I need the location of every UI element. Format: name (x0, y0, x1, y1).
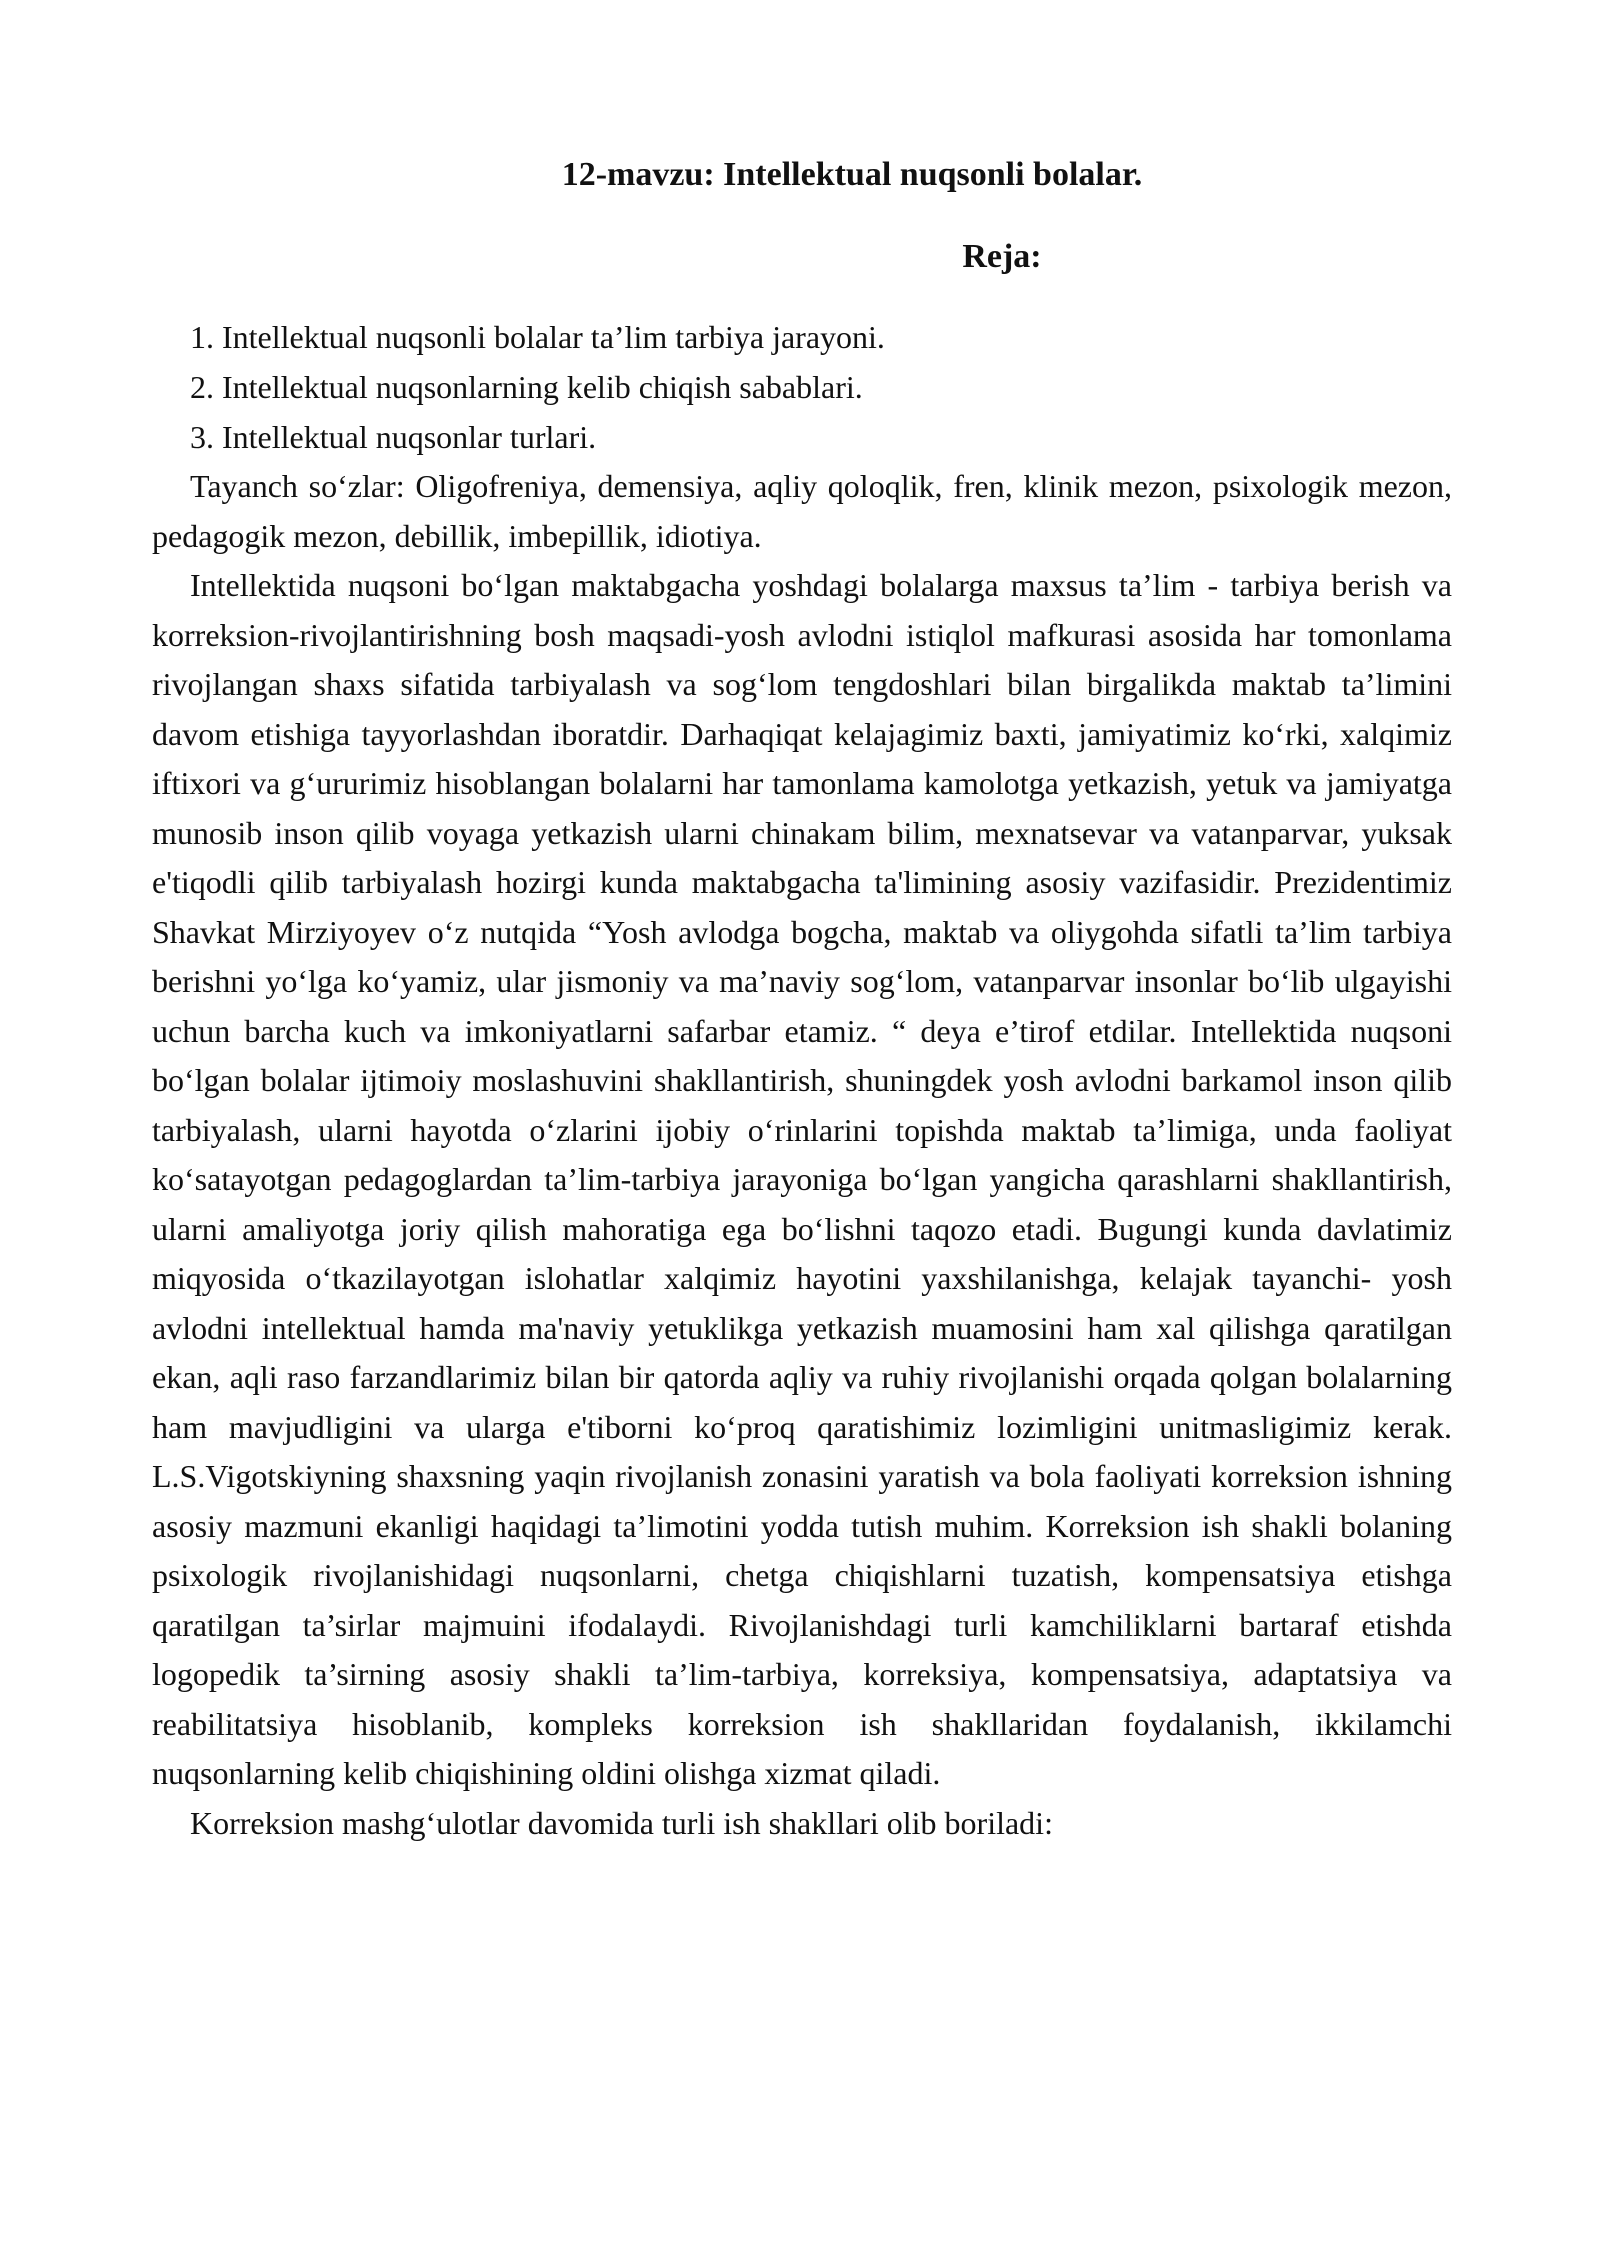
document-title: 12-mavzu: Intellektual nuqsonli bolalar. (561, 156, 1143, 193)
plan-heading: Reja: (962, 238, 1042, 275)
plan-item: 3. Intellektual nuqsonlar turlari. (190, 419, 597, 455)
key-terms-paragraph: Tayanch so‘zlar: Oligofreniya, demensiya, aqliy qoloqlik, fren, klinik mezon, psixologik mezon, pedagogik mezon, debillik, imbepillik, idiotiya. (152, 468, 1452, 554)
plan-list (152, 312, 1452, 462)
document-page (152, 150, 1452, 1848)
plan-item: 2. Intellektual nuqsonlarning kelib chiqish sabablari. (190, 369, 863, 405)
closing-paragraph: Korreksion mashg‘ulotlar davomida turli ish shakllari olib boriladi: (190, 1804, 1053, 1841)
plan-item: 1. Intellektual nuqsonli bolalar ta’lim tarbiya jarayoni. (190, 319, 885, 355)
body-paragraph: Intellektida nuqsoni bo‘lgan maktabgacha yoshdagi bolalarga maxsus ta’lim - tarbiya berish va korreksion-rivojlantirishning bosh maqsadi-yosh avlodni istiqlol mafkurasi asosida har tomonlama rivojlangan shaxs sifatida tarbiyalash va sog‘lom tengdoshlari bilan birgalikda maktab ta’limini davom etishiga tayyorlashdan iboratdir. Darhaqiqat kelajagimiz baxti, jamiyatimiz ko‘rki, xalqimiz iftixori va g‘ururimiz hisoblangan bolalarni har tamonlama kamolotga yetkazish, yetuk va jamiyatga munosib inson qilib voyaga yetkazish ularni chinakam bilim, mexnatsevar va vatanparvar, yuksak e'tiqodli qilib tarbiyalash hozirgi kunda maktabgacha ta'limining asosiy vazifasidir. Prezidentimiz Shavkat Mirziyoyev o‘z nutqida “Yosh avlodga bogcha, maktab va oliygohda sifatli ta’lim tarbiya berishni yo‘lga ko‘yamiz, ular jismoniy va ma’naviy sog‘lom, vatanparvar insonlar bo‘lib ulgayishi uchun barcha kuch va imkoniyatlarni safarbar etamiz. “ deya e’tirof etdilar. Intellektida nuqsoni bo‘lgan bolalar ijtimoiy moslashuvini shakllantirish, shuningdek yosh avlodni barkamol inson qilib tarbiyalash, ularni hayotda o‘zlarini ijobiy o‘rinlarini topishda maktab ta’limiga, unda faoliyat ko‘satayotgan pedagoglardan ta’lim-tarbiya jarayoniga bo‘lgan yangicha qarashlarni shakllantirish, ularni amaliyotga joriy qilish mahoratiga ega bo‘lishni taqozo etadi. Bugungi kunda davlatimiz miqyosida o‘tkazilayotgan islohatlar xalqimiz hayotini yaxshilanishga, kelajak tayanchi- yosh avlodni intellektual hamda ma'naviy yetuklikga yetkazish muamosini ham xal qilishga qaratilgan ekan, aqli raso farzandlarimiz bilan bir qatorda aqliy va ruhiy rivojlanishi orqada qolgan bolalarning ham mavjudligini va ularga e'tiborni ko‘proq qaratishimiz lozimligini unitmasligimiz kerak. L.S.Vigotskiyning shaxsning yaqin rivojlanish zonasini yaratish va bola faoliyati korreksion ishning asosiy mazmuni ekanligi haqidagi ta’limotini yodda tutish muhim. Korreksion ish shakli bolaning psixologik rivojlanishidagi nuqsonlarni, chetga chiqishlarni tuzatish, kompensatsiya etishga qaratilgan ta’sirlar majmuini ifodalaydi. Rivojlanishdagi turli kamchiliklarni bartaraf etishda logopedik ta’sirning asosiy shakli ta’lim-tarbiya, korreksiya, kompensatsiya, adaptatsiya va reabilitatsiya hisoblanib, kompleks korreksion ish shakllaridan foydalanish, ikkilamchi nuqsonlarning kelib chiqishining oldini olishga xizmat qiladi. (152, 567, 1452, 1791)
